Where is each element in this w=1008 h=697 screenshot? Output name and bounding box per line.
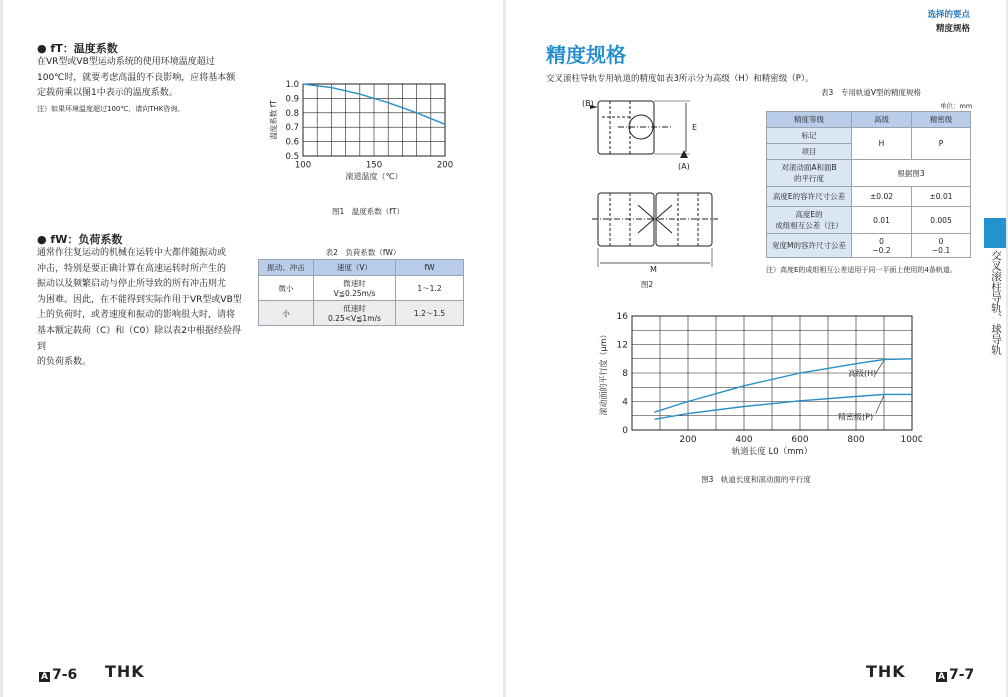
- temp-factor-body: [37, 55, 267, 102]
- speed-line: V≦0.25m/s: [333, 289, 376, 298]
- figure-1-caption: 图1 温度系数（fT）: [332, 207, 404, 216]
- table-2-header: 速度（V）: [314, 260, 396, 276]
- load-body-line: 为困难。因此，在不能得到实际作用于VR型或VB型: [37, 294, 242, 305]
- table-row: [767, 160, 971, 187]
- table-3-title: 表3 专用轨道V型的精度规格: [821, 88, 921, 97]
- table-2-title: 表2 负荷系数（fW）: [325, 248, 401, 257]
- table-row: [767, 207, 971, 234]
- table-cell: ±0.01: [912, 187, 971, 207]
- table-row: [259, 276, 464, 301]
- table-cell: 项目: [767, 144, 852, 160]
- thk-logo: THK: [866, 662, 906, 681]
- section-tab: [984, 218, 1006, 248]
- table-2-header-row: [259, 260, 464, 276]
- table-3-header: 精度等级: [767, 112, 852, 128]
- datum-a-label: (A): [678, 162, 690, 171]
- y-tick-label: 0.7: [285, 123, 299, 134]
- table-cell: [314, 301, 396, 326]
- series-label-precision: 精密级(P): [838, 412, 874, 422]
- figure-1-chart: [258, 76, 468, 201]
- table-cell: 0.005: [912, 207, 971, 234]
- table-cell: [767, 207, 852, 234]
- table-cell: [767, 160, 852, 187]
- temp-factor-note: 注）如果环境温度超过100℃，请向THK咨询。: [37, 105, 185, 113]
- load-body-line: 振动以及频繁启动与停止所导致的所有冲击则尤: [37, 279, 227, 290]
- table-cell: 高度E的容许尺寸公差: [767, 187, 852, 207]
- table-cell: ±0.02: [852, 187, 912, 207]
- table-cell: 根据图3: [852, 160, 971, 187]
- running-header-section: 选择的要点: [927, 10, 970, 20]
- page-number: 7-6: [51, 667, 78, 683]
- temp-factor-heading: ● fT：温度系数: [37, 42, 118, 55]
- thk-logo: THK: [105, 662, 145, 681]
- x-axis-label: 滚道温度（℃）: [345, 172, 403, 181]
- x-tick-label: 100: [294, 160, 312, 171]
- figure-2-drawing: [582, 95, 722, 275]
- temp-body-line: 在VR型或VB型运动系统的使用环境温度超过: [37, 57, 215, 67]
- right-page: [506, 0, 1006, 697]
- y-tick-label: 8: [622, 369, 628, 379]
- table-cell: [912, 234, 971, 258]
- table-cell: [314, 276, 396, 301]
- table-row: [767, 187, 971, 207]
- figure-2: [582, 95, 722, 275]
- load-body-line: 的负荷系数。: [37, 357, 92, 368]
- right-footer: [936, 664, 974, 683]
- tolerance-line: 0: [938, 236, 944, 246]
- figure-3-chart: [592, 306, 922, 466]
- y-tick-label: 4: [622, 397, 628, 408]
- datum-b-label: (B): [582, 99, 594, 108]
- y-tick-label: 1.0: [285, 80, 299, 90]
- x-tick-label: 150: [365, 160, 383, 171]
- page-badge: A: [41, 672, 48, 682]
- intro-text: 交叉滚柱导轨专用轨道的精度如表3所示分为高级（H）和精密级（P）。: [546, 74, 814, 84]
- x-axis-label: 轨道长度 L0（mm）: [731, 447, 813, 457]
- table-cell: 1～1.2: [396, 276, 464, 301]
- temp-body-line: 100℃时，就要考虑高温的不良影响，应将基本额: [37, 72, 236, 83]
- load-factor-body: [37, 246, 249, 371]
- table-2-header: 振动、冲击: [259, 260, 314, 276]
- speed-line: 低速时: [343, 304, 366, 313]
- dimension-m-label: M: [650, 265, 657, 274]
- load-body-line: 基本额定载荷（C）和（C0）除以表2中根据经验得到: [37, 325, 242, 352]
- temp-body-line: 定载荷乘以图1中表示的温度系数。: [37, 88, 178, 99]
- page-badge: A: [938, 672, 945, 682]
- table-row: [767, 234, 971, 258]
- y-tick-label: 0.8: [285, 108, 299, 119]
- figure-3-caption: 图3 轨道长度和滚动面的平行度: [701, 475, 811, 484]
- row-label-line: 高度E的: [795, 210, 823, 219]
- speed-line: 0.25<V≦1m/s: [328, 314, 381, 323]
- table-3: [766, 111, 971, 258]
- y-tick-label: 16: [616, 312, 628, 322]
- left-page: [3, 0, 503, 697]
- x-tick-label: 800: [847, 435, 865, 445]
- table-row: [767, 128, 971, 144]
- table-3-header: 高级: [852, 112, 912, 128]
- series-label-high: 高级(H): [848, 368, 877, 378]
- table-cell: 小: [259, 301, 314, 326]
- y-tick-label: 0: [622, 426, 628, 436]
- y-tick-label: 0.9: [285, 94, 299, 105]
- row-label-line: 的平行度: [794, 174, 824, 183]
- table-cell: 0.01: [852, 207, 912, 234]
- running-header-topic: 精度规格: [935, 24, 970, 34]
- table-2-header: fW: [396, 260, 464, 276]
- dimension-e-label: E: [692, 123, 698, 132]
- figure-3: [592, 306, 922, 466]
- y-tick-label: 0.5: [285, 152, 299, 162]
- table-cell: 微小: [259, 276, 314, 301]
- section-tab-label: 交叉滚柱导轨、球导轨: [990, 250, 1002, 355]
- table-cell: P: [912, 128, 971, 160]
- tolerance-line: −0.2: [872, 245, 891, 255]
- table-cell: [852, 234, 912, 258]
- x-tick-label: 1000: [900, 435, 922, 445]
- table-3-header: 精密级: [912, 112, 971, 128]
- page-title: 精度规格: [546, 43, 626, 67]
- load-body-line: 冲击，特别是要正确计算在高速运转时所产生的: [37, 263, 227, 274]
- load-factor-heading: ● fW：负荷系数: [37, 233, 123, 246]
- row-label-line: 成组相互公差（注）: [775, 221, 843, 230]
- table-cell: 1.2～1.5: [396, 301, 464, 326]
- load-body-line: 通常作往复运动的机械在运转中大都伴随振动或: [37, 248, 227, 258]
- x-tick-label: 200: [436, 160, 454, 171]
- x-tick-label: 200: [679, 435, 697, 445]
- page-number: 7-7: [948, 667, 975, 683]
- x-tick-label: 400: [735, 435, 753, 445]
- y-axis-label: 温度系数 fT: [269, 100, 278, 140]
- table-cell: 标记: [767, 128, 852, 144]
- y-tick-label: 12: [616, 340, 628, 351]
- speed-line: 微速时: [343, 279, 366, 288]
- table-row: [259, 301, 464, 326]
- load-body-line: 上的负荷时，或者速度和振动的影响很大时，请将: [37, 310, 236, 321]
- table-2: [258, 259, 464, 326]
- y-axis-label: 滚动面的平行度（μm）: [599, 330, 608, 416]
- figure-1: [258, 76, 468, 201]
- table-3-unit: 单位：mm: [940, 102, 973, 110]
- y-tick-label: 0.6: [285, 137, 299, 148]
- left-footer: [39, 664, 77, 683]
- table-cell: 宽度M的容许尺寸公差: [767, 234, 852, 258]
- tolerance-line: 0: [879, 236, 884, 246]
- tolerance-line: −0.1: [931, 245, 951, 255]
- table-3-note: 注）高度E的成组相互公差适用于同一平面上使用的4条轨道。: [766, 266, 957, 274]
- figure-2-caption: 图2: [640, 280, 654, 289]
- x-tick-label: 600: [791, 435, 809, 445]
- table-cell: H: [852, 128, 912, 160]
- table-3-header-row: [767, 112, 971, 128]
- row-label-line: 对滚动面A和面B: [781, 163, 837, 172]
